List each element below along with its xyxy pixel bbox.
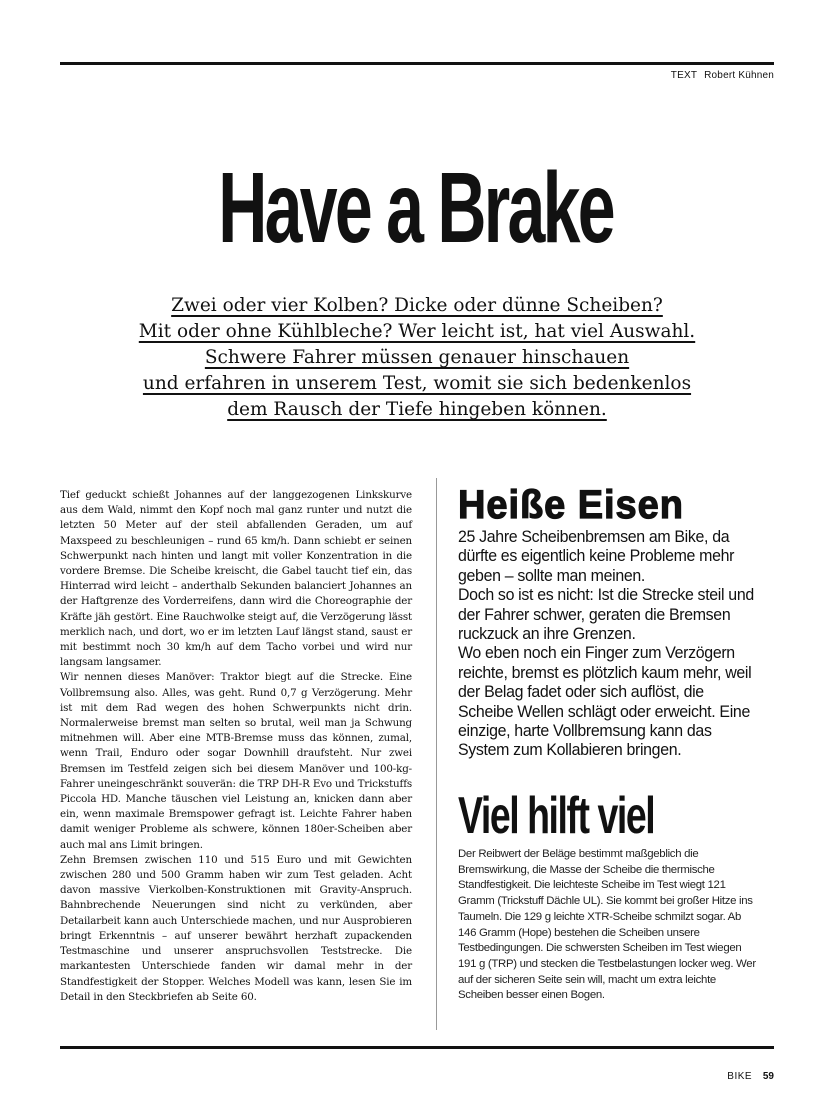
sidebar-paragraph: Der Reibwert der Beläge bestimmt maßgeblich die Bremswirkung, die Masse der Scheibe die thermische Standfestigkeit. Die leichteste Scheibe im Test wiegt 121 Gramm (Trickstuff Dächle UL). Sie kommt bei großer Hitze ins Taumeln. Die 129 g leichte XTR-Scheibe schmilzt sogar. Ab 146 Gramm (Hope) bestehen die Scheiben unsere Testbedingungen. Die schwersten Scheiben im Test wiegen 191 g (TRP) und stecken die Testbelastungen locker weg. Wer auf der sicheren Seite sein will, macht um extra leichte Scheiben besser einen Bogen. xyxy=(458,848,756,1002)
credit-author: Robert Kühnen xyxy=(704,70,774,81)
standfirst-line: Schwere Fahrer müssen genauer hinschauen xyxy=(204,347,630,368)
body-paragraph: Wir nennen dieses Manöver: Traktor biegt auf die Strecke. Eine Vollbremsung also. Alles, was geht. Rund 0,7 g Verzögerung. Mehr ist mit dem Rad wegen des hohen Schwerpunkts nicht drin. Normalerweise bremst man selten so brutal, weil man ja Schwung mitnehmen will. Aber eine MTB-Bremse muss das können, zumal, wenn Trail, Enduro oder sogar Downhill draufsteht. Nur zwei Bremsen im Testfeld zeigen sich bei diesem Manöver und 100-kg-Fahrer uneingeschränkt souverän: die TRP DH-R Evo und Trickstuffs Piccola HD. Manche täuschen viel Leistung an, knicken dann aber ein, wenn maximale Bremspower gefragt ist. Leichte Fahrer haben damit weniger Probleme als schwere, können 180er-Scheiben aber auch mal ans Limit bringen. xyxy=(60,671,412,851)
standfirst-line: dem Rausch der Tiefe hingeben können. xyxy=(227,399,607,420)
magazine-name: BIKE xyxy=(727,1071,753,1082)
standfirst-line: Zwei oder vier Kolben? Dicke oder dünne Scheiben? xyxy=(171,295,663,316)
sidebar-text xyxy=(458,847,758,1004)
body-column xyxy=(60,488,412,1005)
body-paragraph: Tief geduckt schießt Johannes auf der langgezogenen Linkskurve aus dem Wald, nimmt den Kopf noch mal ganz runter und nutzt die letzten 50 Meter auf der steil abfallenden Geraden, um auf Maxspeed zu beschleunigen – rund 65 km/h. Dann schiebt er seinen Schwerpunkt nach hinten und langt mit voller Konzentration in die vordere Bremse. Die Scheibe kreischt, die Gabel taucht tief ein, das Hinterrad wird leicht – anderthalb Sekunden balanciert Johannes an der Haftgrenze des Vorderreifens, dann wird die Choreographie der Kräfte jäh gestört. Eine Rauchwolke steigt auf, die Verzögerung lässt merklich nach, und dort, wo er im letzten Lauf längst stand, saust er mit bestimmt noch 30 km/h auf dem Tacho vorbei und wird nur langsam langsamer. xyxy=(60,489,412,669)
headline: Have a Brake xyxy=(218,152,613,264)
body-paragraph: Zehn Bremsen zwischen 110 und 515 Euro und mit Gewichten zwischen 280 und 500 Gramm haben wir zum Test geladen. Acht davon massive Vierkolben-Konstruktionen mit Gravity-Anspruch. Bahnbrechende Neuerungen sind nicht zu verkünden, aber Detailarbeit kann auch Unterschiede machen, und nur Ausprobieren bringt Erkenntnis – auf unserer bewährt herzhaft zupackenden Testmaschine und unserer anspruchsvollen Teststrecke. Die markantesten Unterschiede fanden wir damal mehr in der Standfestigkeit der Stopper. Welches Modell was kann, lesen Sie im Detail in den Steckbriefen ab Seite 60. xyxy=(60,853,412,1003)
page-number: 59 xyxy=(762,1071,774,1082)
author-credit xyxy=(671,70,774,81)
standfirst-line: und erfahren in unserem Test, womit sie sich bedenkenlos xyxy=(142,373,692,394)
box-heading: Heiße Eisen xyxy=(458,483,684,527)
standfirst-line: Mit oder ohne Kühlbleche? Wer leicht ist, hat viel Auswahl. xyxy=(138,321,696,342)
column-divider xyxy=(436,478,437,1030)
box-intro-paragraph: 25 Jahre Scheibenbremsen am Bike, da dürfte es eigentlich keine Probleme mehr geben – sollte man meinen. xyxy=(458,527,735,585)
bottom-rule xyxy=(60,1046,774,1049)
standfirst xyxy=(60,293,774,423)
folio xyxy=(727,1071,774,1082)
sidebar-heading: Viel hilft viel xyxy=(458,787,655,845)
credit-label: TEXT xyxy=(670,70,698,81)
box-intro-paragraph: Doch so ist es nicht: Ist die Strecke steil und der Fahrer schwer, geraten die Bremsen ruckzuck an ihre Grenzen. xyxy=(458,585,754,644)
top-rule xyxy=(60,62,774,65)
box-intro-paragraph: Wo eben noch ein Finger zum Verzögern reichte, bremst es plötzlich kaum mehr, weil der Belag fadet oder sich auflöst, die Scheibe Wellen schlägt oder erweicht. Eine einzige, harte Vollbremsung kann das System zum Kollabieren bringen. xyxy=(458,643,752,760)
box-intro xyxy=(458,527,758,760)
